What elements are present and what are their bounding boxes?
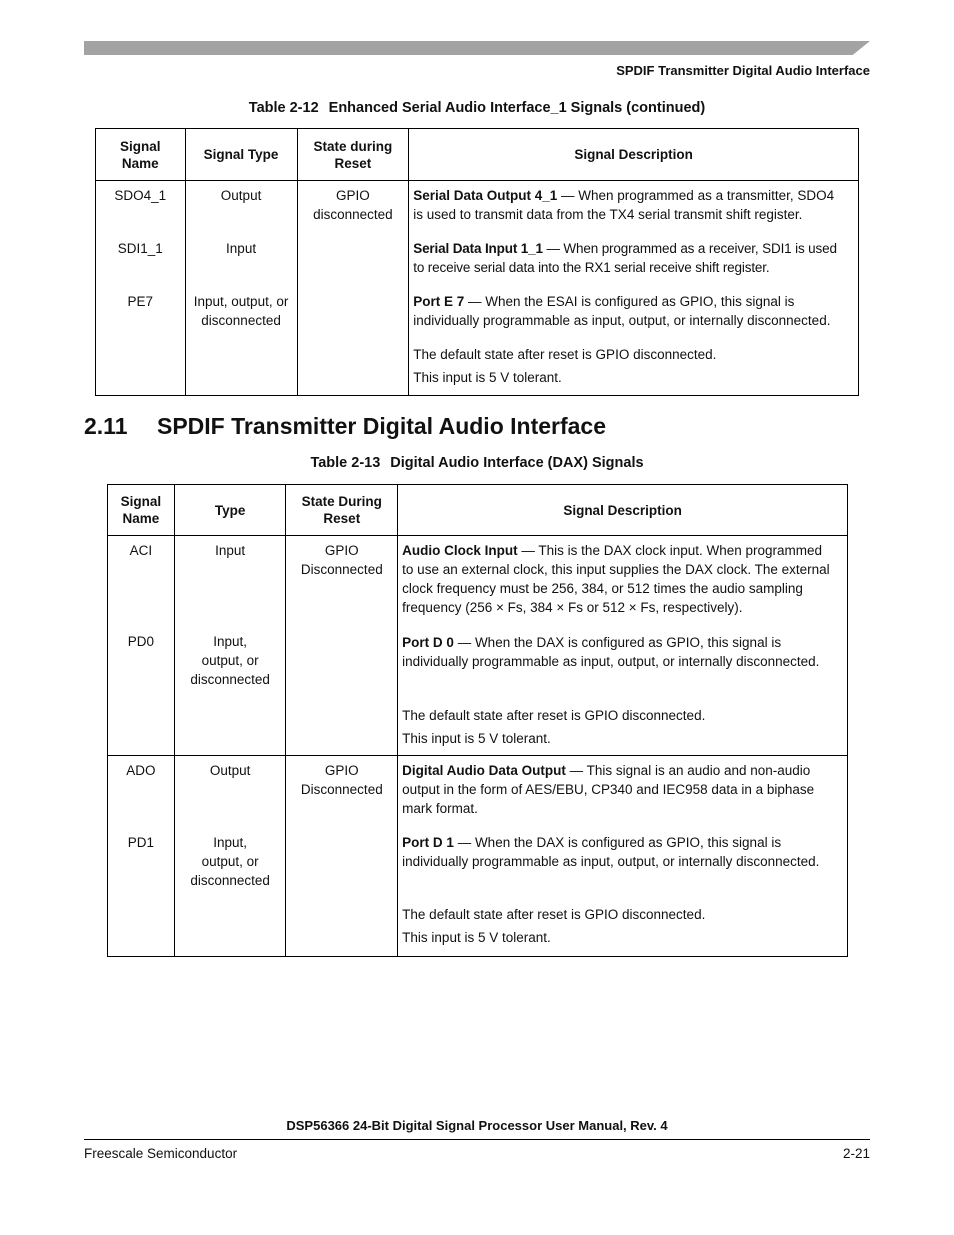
state-during-reset: GPIO Disconnected bbox=[300, 543, 383, 577]
dax-signals-table bbox=[107, 484, 848, 957]
table-2-12-title: Enhanced Serial Audio Interface_1 Signals (continued) bbox=[328, 100, 706, 116]
signal-type: Input bbox=[215, 543, 246, 558]
signal-name: PE7 bbox=[127, 294, 154, 309]
table-2-13-title: Digital Audio Interface (DAX) Signals bbox=[390, 455, 644, 471]
description-paragraph: The default state after reset is GPIO disconnected. bbox=[402, 907, 706, 922]
signal-names-cell bbox=[96, 181, 186, 396]
col-header-type: Type bbox=[174, 485, 286, 536]
footer-divider bbox=[84, 1139, 870, 1140]
signal-name: ACI bbox=[129, 543, 153, 558]
table-2-13-caption bbox=[0, 455, 954, 471]
description-paragraph: The default state after reset is GPIO disconnected. bbox=[402, 708, 706, 723]
state-cell bbox=[286, 536, 398, 756]
signal-name: PD0 bbox=[127, 634, 155, 649]
table-header-row bbox=[108, 485, 848, 536]
signal-name: ADO bbox=[126, 763, 156, 778]
description-cell bbox=[398, 756, 848, 957]
description-paragraph: Port D 1 — When the DAX is configured as GPIO, this signal is individually programmable as input, output, or internally disconnected. bbox=[402, 835, 820, 869]
section-title: SPDIF Transmitter Digital Audio Interface bbox=[157, 413, 607, 439]
signal-type: Input, output, or disconnected bbox=[190, 634, 270, 687]
signal-type: Input bbox=[226, 241, 257, 256]
table-2-13-number: Table 2-13 bbox=[310, 455, 381, 471]
col-header-signal-name: Signal Name bbox=[96, 129, 186, 181]
signal-type: Input, output, or disconnected bbox=[193, 294, 289, 328]
description-paragraph: This input is 5 V tolerant. bbox=[413, 370, 562, 385]
signal-names-cell bbox=[108, 756, 175, 957]
signal-types-cell bbox=[174, 756, 286, 957]
state-during-reset: GPIO disconnected bbox=[313, 188, 393, 222]
table-2-12-number: Table 2-12 bbox=[248, 100, 319, 116]
state-cell bbox=[297, 181, 409, 396]
col-header-signal-type: Signal Type bbox=[185, 129, 297, 181]
col-header-state-during-reset: State during Reset bbox=[297, 129, 409, 181]
signal-types-cell bbox=[174, 536, 286, 756]
col-header-state-during-reset: State During Reset bbox=[286, 485, 398, 536]
footer-manual-title: DSP56366 24-Bit Digital Signal Processor User Manual, Rev. 4 bbox=[286, 1118, 668, 1133]
description-paragraph: This input is 5 V tolerant. bbox=[402, 930, 551, 945]
table-row bbox=[96, 181, 859, 396]
header-bar bbox=[84, 41, 870, 55]
signal-type: Output bbox=[209, 763, 251, 778]
section-heading bbox=[84, 413, 606, 440]
esai-signals-table bbox=[95, 128, 859, 396]
description-cell bbox=[398, 536, 848, 756]
description-paragraph: Digital Audio Data Output — This signal is an audio and non-audio output in the form of AES/EBU, CP340 and IEC958 data in a biphase mark format. bbox=[402, 763, 815, 816]
signal-names-cell bbox=[108, 536, 175, 756]
description-paragraph: Port E 7 — When the ESAI is configured as GPIO, this signal is individually programmable as input, output, or internally disconnected. bbox=[413, 294, 831, 328]
state-cell bbox=[286, 756, 398, 957]
description-paragraph: Serial Data Output 4_1 — When programmed as a transmitter, SDO4 is used to transmit data from the TX4 serial transmit shift register. bbox=[413, 188, 835, 222]
col-header-signal-description: Signal Description bbox=[398, 485, 848, 536]
description-paragraph: Audio Clock Input — This is the DAX clock input. When programmed to use an external clock, this input supplies the DAX clock. The external clock frequency must be 256, 384, or 512 times the audio sampling frequency (256 × Fs, 384 × Fs or 512 × Fs, respectively). bbox=[402, 543, 830, 615]
page-number: 2-21 bbox=[842, 1146, 870, 1161]
description-paragraph: Port D 0 — When the DAX is configured as GPIO, this signal is individually programmable as input, output, or internally disconnected. bbox=[402, 635, 820, 669]
signal-name: SDI1_1 bbox=[117, 241, 163, 256]
signal-name: PD1 bbox=[127, 835, 155, 850]
table-2-12-caption bbox=[0, 100, 954, 116]
table-row bbox=[108, 536, 848, 756]
state-during-reset: GPIO Disconnected bbox=[300, 763, 383, 797]
running-header: SPDIF Transmitter Digital Audio Interface bbox=[616, 63, 870, 78]
signal-type: Output bbox=[220, 188, 262, 203]
signal-types-cell bbox=[185, 181, 297, 396]
footer-company: Freescale Semiconductor bbox=[84, 1146, 238, 1161]
signal-type: Input, output, or disconnected bbox=[190, 835, 270, 888]
col-header-signal-name: Signal Name bbox=[108, 485, 175, 536]
signal-name: SDO4_1 bbox=[114, 188, 167, 203]
description-paragraph: The default state after reset is GPIO disconnected. bbox=[413, 347, 717, 362]
table-row bbox=[108, 756, 848, 957]
description-paragraph: Serial Data Input 1_1 — When programmed as a receiver, SDI1 is used to receive serial data into the RX1 serial receive shift register. bbox=[413, 241, 837, 275]
description-cell bbox=[409, 181, 859, 396]
table-header-row bbox=[96, 129, 859, 181]
description-paragraph: This input is 5 V tolerant. bbox=[402, 731, 551, 746]
col-header-signal-description: Signal Description bbox=[409, 129, 859, 181]
section-number: 2.11 bbox=[84, 413, 128, 439]
